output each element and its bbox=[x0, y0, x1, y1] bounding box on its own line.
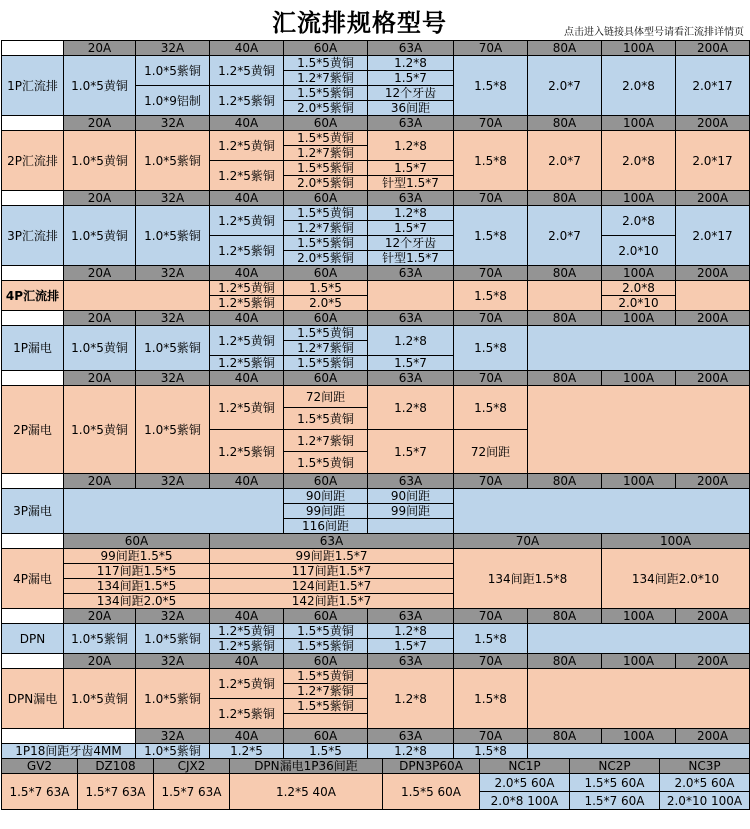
spec-cell[interactable]: 1.2*5黄铜 bbox=[210, 206, 284, 236]
model-header: GV2 bbox=[2, 759, 78, 774]
spec-cell[interactable]: 2.0*17 bbox=[676, 56, 750, 116]
amp-header: 70A bbox=[454, 371, 528, 386]
spec-cell[interactable]: 134间距2.0*5 bbox=[64, 594, 210, 609]
amp-header: 63A bbox=[210, 534, 454, 549]
spec-cell[interactable]: 2.0*10 bbox=[602, 296, 676, 311]
spec-cell[interactable]: 1.2*8 bbox=[368, 56, 454, 71]
spec-cell[interactable]: 2.0*5 60A bbox=[480, 774, 570, 792]
amp-header: 20A bbox=[64, 41, 136, 56]
table-row bbox=[2, 489, 750, 504]
amp-header: 63A bbox=[368, 474, 454, 489]
table-row bbox=[2, 669, 750, 684]
amp-header: 40A bbox=[210, 654, 284, 669]
header-spacer bbox=[2, 654, 64, 669]
spec-cell[interactable]: 1.2*8 bbox=[368, 744, 454, 759]
spec-cell[interactable]: 90间距 bbox=[368, 489, 454, 504]
spec-cell[interactable]: 1.5*7 bbox=[368, 356, 454, 371]
amp-header: 63A bbox=[368, 41, 454, 56]
spec-cell[interactable]: 1.2*7紫铜 bbox=[284, 146, 368, 161]
model-header: DZ108 bbox=[78, 759, 154, 774]
spec-cell[interactable]: 1.0*9铝制 bbox=[136, 86, 210, 116]
amp-header: 20A bbox=[64, 609, 136, 624]
amp-header: 20A bbox=[64, 474, 136, 489]
spec-cell[interactable]: 1.0*5紫铜 bbox=[64, 624, 136, 654]
row-label-dpn-leakage[interactable]: DPN漏电 bbox=[2, 669, 64, 729]
amp-header: 200A bbox=[676, 609, 750, 624]
amp-header: 100A bbox=[602, 654, 676, 669]
amp-header: 100A bbox=[602, 729, 676, 744]
amp-header: 80A bbox=[528, 41, 602, 56]
empty-cell bbox=[64, 489, 284, 534]
amp-header: 100A bbox=[602, 474, 676, 489]
model-header-row bbox=[2, 759, 750, 774]
spec-cell[interactable]: 99间距 bbox=[284, 504, 368, 519]
spec-cell[interactable]: 2.0*7 bbox=[528, 56, 602, 116]
spec-cell[interactable]: 1.2*7紫铜 bbox=[284, 684, 368, 699]
spec-cell[interactable]: 1.5*7 63A bbox=[78, 774, 154, 810]
spec-cell[interactable]: 1.5*5黄铜 bbox=[284, 206, 368, 221]
amp-header: 63A bbox=[368, 729, 454, 744]
spec-cell[interactable]: 针型1.5*7 bbox=[368, 176, 454, 191]
amp-header: 100A bbox=[602, 41, 676, 56]
spec-cell[interactable]: 1.2*8 bbox=[368, 624, 454, 639]
model-header: NC2P bbox=[570, 759, 660, 774]
amp-header: 100A bbox=[602, 534, 750, 549]
empty-cell bbox=[64, 281, 210, 311]
spec-cell[interactable]: 134间距1.5*5 bbox=[64, 579, 210, 594]
amp-header: 60A bbox=[284, 609, 368, 624]
table-row bbox=[2, 774, 750, 792]
amp-header: 70A bbox=[454, 729, 528, 744]
spec-cell[interactable]: 1.5*8 bbox=[454, 281, 528, 311]
amp-header: 32A bbox=[136, 371, 210, 386]
amp-header-row bbox=[2, 371, 750, 386]
empty-cell bbox=[528, 669, 750, 729]
spec-cell[interactable]: 2.0*8 bbox=[602, 281, 676, 296]
spec-cell[interactable]: 1.5*5紫铜 bbox=[284, 356, 368, 371]
spec-cell[interactable]: 2.0*17 bbox=[676, 206, 750, 266]
amp-header: 32A bbox=[136, 474, 210, 489]
amp-header: 70A bbox=[454, 116, 528, 131]
spec-cell[interactable]: 1.5*5黄铜 bbox=[284, 408, 368, 430]
spec-cell[interactable]: 2.0*10 100A bbox=[660, 792, 750, 810]
spec-cell[interactable]: 1.0*5紫铜 bbox=[136, 624, 210, 654]
spec-cell[interactable]: 1.2*5紫铜 bbox=[210, 161, 284, 191]
spec-cell[interactable]: 1.5*7 bbox=[368, 71, 454, 86]
spec-cell[interactable]: 1.0*5紫铜 bbox=[136, 56, 210, 86]
amp-header: 32A bbox=[136, 266, 210, 281]
amp-header: 40A bbox=[210, 729, 284, 744]
amp-header: 80A bbox=[528, 654, 602, 669]
spec-cell[interactable]: 1.0*5紫铜 bbox=[136, 326, 210, 371]
spec-cell[interactable]: 1.2*5紫铜 bbox=[210, 356, 284, 371]
row-label-dpn[interactable]: DPN bbox=[2, 624, 64, 654]
spec-cell[interactable]: 99间距1.5*7 bbox=[210, 549, 454, 564]
spec-cell[interactable]: 2.0*8 bbox=[602, 131, 676, 191]
model-header: NC3P bbox=[660, 759, 750, 774]
amp-header: 200A bbox=[676, 116, 750, 131]
amp-header: 40A bbox=[210, 609, 284, 624]
spec-cell[interactable]: 1.5*5紫铜 bbox=[284, 161, 368, 176]
amp-header: 20A bbox=[64, 311, 136, 326]
spec-cell[interactable]: 1.5*8 bbox=[454, 624, 528, 654]
spec-cell[interactable]: 1.2*8 bbox=[368, 206, 454, 221]
amp-header: 70A bbox=[454, 474, 528, 489]
amp-header: 70A bbox=[454, 654, 528, 669]
amp-header: 60A bbox=[284, 474, 368, 489]
spec-cell[interactable]: 99间距 bbox=[368, 504, 454, 519]
spec-cell[interactable]: 1.2*8 bbox=[368, 326, 454, 356]
spec-cell[interactable]: 1.2*5紫铜 bbox=[210, 699, 284, 729]
amp-header: 200A bbox=[676, 41, 750, 56]
spec-cell[interactable]: 1.2*5紫铜 bbox=[210, 430, 284, 474]
spec-cell[interactable]: 134间距1.5*8 bbox=[454, 549, 602, 609]
amp-header: 80A bbox=[528, 266, 602, 281]
amp-header-row bbox=[2, 41, 750, 56]
amp-header: 40A bbox=[210, 474, 284, 489]
amp-header: 40A bbox=[210, 311, 284, 326]
spec-cell[interactable]: 1.0*5紫铜 bbox=[136, 386, 210, 474]
spec-cell[interactable]: 2.0*8 100A bbox=[480, 792, 570, 810]
amp-header-row bbox=[2, 474, 750, 489]
amp-header: 100A bbox=[602, 266, 676, 281]
amp-header: 20A bbox=[64, 266, 136, 281]
spec-cell[interactable]: 1.2*7紫铜 bbox=[284, 341, 368, 356]
spec-cell[interactable]: 针型1.5*7 bbox=[368, 251, 454, 266]
amp-header: 60A bbox=[284, 266, 368, 281]
row-label-1p18-teeth[interactable]: 1P18间距牙齿4MM bbox=[2, 744, 136, 759]
row-label-3p-leakage[interactable]: 3P漏电 bbox=[2, 489, 64, 534]
row-label-4p-leakage[interactable]: 4P漏电 bbox=[2, 549, 64, 609]
spec-cell[interactable]: 1.5*7 bbox=[368, 221, 454, 236]
amp-header: 32A bbox=[136, 311, 210, 326]
table-row bbox=[2, 386, 750, 408]
amp-header: 40A bbox=[210, 266, 284, 281]
spec-cell[interactable]: 1.5*7 60A bbox=[570, 792, 660, 810]
amp-header: 63A bbox=[368, 266, 454, 281]
spec-cell[interactable]: 1.2*5 bbox=[210, 744, 284, 759]
spec-cell[interactable]: 2.0*5紫铜 bbox=[284, 101, 368, 116]
amp-header: 100A bbox=[602, 371, 676, 386]
spec-cell[interactable]: 1.2*5紫铜 bbox=[210, 639, 284, 654]
header-spacer bbox=[2, 116, 64, 131]
spec-cell[interactable]: 1.5*8 bbox=[454, 206, 528, 266]
spec-cell[interactable]: 1.2*5黄铜 bbox=[210, 386, 284, 430]
empty-cell bbox=[676, 281, 750, 311]
amp-header: 63A bbox=[368, 116, 454, 131]
amp-header: 60A bbox=[284, 311, 368, 326]
spec-cell[interactable]: 1.2*5紫铜 bbox=[210, 86, 284, 116]
title-bar bbox=[0, 0, 750, 40]
spec-cell[interactable]: 1.0*5黄铜 bbox=[64, 669, 136, 729]
spec-cell[interactable]: 90间距 bbox=[284, 489, 368, 504]
amp-header: 40A bbox=[210, 41, 284, 56]
amp-header: 70A bbox=[454, 41, 528, 56]
amp-header: 200A bbox=[676, 654, 750, 669]
spec-cell[interactable]: 1.5*5黄铜 bbox=[284, 326, 368, 341]
amp-header: 70A bbox=[454, 311, 528, 326]
spec-cell[interactable]: 1.0*5紫铜 bbox=[136, 206, 210, 266]
amp-header: 63A bbox=[368, 371, 454, 386]
header-spacer bbox=[2, 371, 64, 386]
spec-cell[interactable]: 1.2*5紫铜 bbox=[210, 236, 284, 266]
amp-header: 80A bbox=[528, 474, 602, 489]
spec-cell[interactable]: 117间距1.5*7 bbox=[210, 564, 454, 579]
empty-cell bbox=[528, 281, 602, 311]
spec-cell[interactable]: 1.5*8 bbox=[454, 131, 528, 191]
spec-cell[interactable]: 2.0*8 bbox=[602, 206, 676, 236]
table-row bbox=[2, 56, 750, 71]
empty-cell bbox=[368, 519, 454, 534]
page-title: 汇流排规格型号 bbox=[272, 9, 447, 37]
spec-cell[interactable]: 1.5*8 bbox=[454, 386, 528, 430]
spec-cell[interactable]: 134间距2.0*10 bbox=[602, 549, 750, 609]
spec-cell[interactable]: 1.2*8 bbox=[368, 669, 454, 729]
spec-cell[interactable]: 1.2*5黄铜 bbox=[210, 669, 284, 699]
header-spacer bbox=[2, 534, 64, 549]
empty-cell bbox=[528, 624, 750, 654]
amp-header-row bbox=[2, 609, 750, 624]
spec-cell[interactable]: 1.5*5紫铜 bbox=[284, 86, 368, 101]
empty-cell bbox=[528, 386, 750, 474]
spec-cell[interactable]: 1.0*5紫铜 bbox=[136, 669, 210, 729]
amp-header: 63A bbox=[368, 654, 454, 669]
spec-cell[interactable]: 2.0*5紫铜 bbox=[284, 176, 368, 191]
spec-cell[interactable]: 1.0*5黄铜 bbox=[64, 56, 136, 116]
amp-header: 70A bbox=[454, 191, 528, 206]
amp-header: 200A bbox=[676, 266, 750, 281]
model-header: DPN3P60A bbox=[383, 759, 480, 774]
empty-cell bbox=[454, 489, 750, 534]
row-label-1p-leakage[interactable]: 1P漏电 bbox=[2, 326, 64, 371]
detail-link[interactable]: 点击进入链接具体型号请看汇流排详情页 bbox=[564, 27, 744, 38]
amp-header: 20A bbox=[64, 116, 136, 131]
row-label-3p-busbar[interactable]: 3P汇流排 bbox=[2, 206, 64, 266]
amp-header: 80A bbox=[528, 191, 602, 206]
amp-header: 80A bbox=[528, 311, 602, 326]
amp-header: 100A bbox=[602, 609, 676, 624]
header-spacer bbox=[2, 41, 64, 56]
header-spacer bbox=[2, 474, 64, 489]
amp-header-row bbox=[2, 311, 750, 326]
amp-header: 200A bbox=[676, 729, 750, 744]
amp-header: 63A bbox=[368, 191, 454, 206]
amp-header: 60A bbox=[64, 534, 210, 549]
spec-cell[interactable]: 1.5*7 bbox=[368, 639, 454, 654]
amp-header-row bbox=[2, 116, 750, 131]
amp-header: 70A bbox=[454, 266, 528, 281]
amp-header: 40A bbox=[210, 371, 284, 386]
spec-cell[interactable]: 1.5*5黄铜 bbox=[284, 452, 368, 474]
spec-cell[interactable]: 1.2*7紫铜 bbox=[284, 71, 368, 86]
table-row bbox=[2, 624, 750, 639]
amp-header: 80A bbox=[528, 371, 602, 386]
amp-header: 32A bbox=[136, 191, 210, 206]
amp-header: 100A bbox=[602, 116, 676, 131]
spec-cell[interactable]: 1.2*7紫铜 bbox=[284, 221, 368, 236]
amp-header: 32A bbox=[136, 729, 210, 744]
spec-cell[interactable]: 1.5*5黄铜 bbox=[284, 669, 368, 684]
amp-header: 20A bbox=[64, 191, 136, 206]
empty-cell bbox=[528, 326, 750, 371]
amp-header: 32A bbox=[136, 654, 210, 669]
spec-cell[interactable]: 1.5*5黄铜 bbox=[284, 624, 368, 639]
header-spacer bbox=[2, 266, 64, 281]
amp-header: 60A bbox=[284, 729, 368, 744]
table-row bbox=[2, 206, 750, 221]
table-row bbox=[2, 326, 750, 341]
spec-cell[interactable]: 142间距1.5*7 bbox=[210, 594, 454, 609]
amp-header: 60A bbox=[284, 116, 368, 131]
spec-cell[interactable]: 1.2*7紫铜 bbox=[284, 430, 368, 452]
spec-cell[interactable]: 1.2*5紫铜 bbox=[210, 296, 284, 311]
amp-header: 60A bbox=[284, 654, 368, 669]
spec-cell[interactable]: 1.0*5紫铜 bbox=[136, 131, 210, 191]
spec-cell[interactable]: 1.5*7 bbox=[368, 161, 454, 176]
amp-header: 200A bbox=[676, 191, 750, 206]
amp-header: 200A bbox=[676, 474, 750, 489]
accessory-table bbox=[1, 758, 750, 810]
amp-header: 63A bbox=[368, 609, 454, 624]
amp-header: 32A bbox=[136, 116, 210, 131]
spec-cell[interactable]: 1.5*5紫铜 bbox=[284, 699, 368, 714]
amp-header: 80A bbox=[528, 116, 602, 131]
table-row bbox=[2, 744, 750, 759]
amp-header-row bbox=[2, 729, 750, 744]
spec-cell[interactable]: 12个牙齿 bbox=[368, 236, 454, 251]
spec-cell[interactable]: 1.5*5 60A bbox=[383, 774, 480, 810]
spec-cell[interactable]: 1.0*5黄铜 bbox=[64, 386, 136, 474]
header-spacer bbox=[2, 191, 64, 206]
spec-cell[interactable]: 1.5*5黄铜 bbox=[284, 131, 368, 146]
spec-cell[interactable]: 117间距1.5*5 bbox=[64, 564, 210, 579]
spec-cell[interactable]: 1.5*5紫铜 bbox=[284, 236, 368, 251]
empty-cell bbox=[368, 281, 454, 311]
busbar-spec-table bbox=[1, 40, 750, 759]
amp-header-row bbox=[2, 266, 750, 281]
amp-header: 20A bbox=[64, 371, 136, 386]
spec-cell[interactable]: 1.0*5黄铜 bbox=[64, 326, 136, 371]
spec-cell[interactable]: 99间距1.5*5 bbox=[64, 549, 210, 564]
spec-cell[interactable]: 1.2*8 bbox=[368, 131, 454, 161]
spec-cell[interactable]: 2.0*5 60A bbox=[660, 774, 750, 792]
row-label-4p-busbar[interactable]: 4P汇流排 bbox=[2, 281, 64, 311]
table-row bbox=[2, 281, 750, 296]
amp-header: 80A bbox=[528, 729, 602, 744]
row-label-1p-busbar[interactable]: 1P汇流排 bbox=[2, 56, 64, 116]
spec-cell[interactable]: 1.2*8 bbox=[368, 386, 454, 430]
amp-header-row bbox=[2, 534, 750, 549]
spec-cell[interactable]: 1.5*5紫铜 bbox=[284, 639, 368, 654]
amp-header: 80A bbox=[528, 609, 602, 624]
amp-header: 60A bbox=[284, 191, 368, 206]
spec-cell[interactable]: 2.0*5紫铜 bbox=[284, 251, 368, 266]
spec-cell[interactable]: 1.5*8 bbox=[454, 56, 528, 116]
model-header: DPN漏电1P36间距 bbox=[230, 759, 383, 774]
amp-header: 63A bbox=[368, 311, 454, 326]
amp-header: 32A bbox=[136, 609, 210, 624]
amp-header: 60A bbox=[284, 371, 368, 386]
spec-cell[interactable]: 1.5*8 bbox=[454, 744, 528, 759]
model-header: CJX2 bbox=[154, 759, 230, 774]
amp-header: 100A bbox=[602, 191, 676, 206]
spec-cell[interactable]: 1.2*5黄铜 bbox=[210, 624, 284, 639]
spec-cell[interactable]: 1.5*5 bbox=[284, 281, 368, 296]
amp-header: 70A bbox=[454, 534, 602, 549]
spec-cell[interactable]: 2.0*7 bbox=[528, 206, 602, 266]
row-label-2p-leakage[interactable]: 2P漏电 bbox=[2, 386, 64, 474]
empty-cell bbox=[284, 714, 368, 729]
amp-header: 200A bbox=[676, 311, 750, 326]
amp-header: 60A bbox=[284, 41, 368, 56]
spec-cell[interactable]: 1.5*5 60A bbox=[570, 774, 660, 792]
amp-header: 70A bbox=[454, 609, 528, 624]
table-row bbox=[2, 549, 750, 564]
spec-cell[interactable]: 1.5*5黄铜 bbox=[284, 56, 368, 71]
spec-cell[interactable]: 1.5*8 bbox=[454, 326, 528, 371]
amp-header: 20A bbox=[64, 654, 136, 669]
empty-cell bbox=[528, 744, 750, 759]
amp-header: 40A bbox=[210, 116, 284, 131]
spec-cell[interactable]: 2.0*7 bbox=[528, 131, 602, 191]
spec-cell[interactable]: 72间距 bbox=[454, 430, 528, 474]
spec-cell[interactable]: 1.2*5黄铜 bbox=[210, 281, 284, 296]
spec-cell[interactable]: 1.0*5黄铜 bbox=[64, 131, 136, 191]
model-header: NC1P bbox=[480, 759, 570, 774]
spec-cell[interactable]: 36间距 bbox=[368, 101, 454, 116]
header-spacer bbox=[2, 609, 64, 624]
spec-cell[interactable]: 1.2*5黄铜 bbox=[210, 56, 284, 86]
amp-header: 200A bbox=[676, 371, 750, 386]
amp-header: 32A bbox=[136, 41, 210, 56]
amp-header: 40A bbox=[210, 191, 284, 206]
spec-cell[interactable]: 1.5*5 bbox=[284, 744, 368, 759]
spec-cell[interactable]: 1.2*5 40A bbox=[230, 774, 383, 810]
spec-cell[interactable]: 1.5*7 63A bbox=[154, 774, 230, 810]
spec-cell[interactable]: 1.5*7 bbox=[368, 430, 454, 474]
table-row bbox=[2, 131, 750, 146]
header-spacer bbox=[2, 311, 64, 326]
spec-cell[interactable]: 2.0*8 bbox=[602, 56, 676, 116]
spec-cell[interactable]: 1.2*5黄铜 bbox=[210, 326, 284, 356]
amp-header-row bbox=[2, 654, 750, 669]
spec-cell[interactable]: 1.5*7 63A bbox=[2, 774, 78, 810]
amp-header-row bbox=[2, 191, 750, 206]
spec-cell[interactable]: 1.0*5紫铜 bbox=[136, 744, 210, 759]
row-label-2p-busbar[interactable]: 2P汇流排 bbox=[2, 131, 64, 191]
spec-cell[interactable]: 72间距 bbox=[284, 386, 368, 408]
amp-header: 100A bbox=[602, 311, 676, 326]
spec-cell[interactable]: 1.5*8 bbox=[454, 669, 528, 729]
spec-cell[interactable]: 12个牙齿 bbox=[368, 86, 454, 101]
spec-cell[interactable]: 2.0*17 bbox=[676, 131, 750, 191]
spec-cell[interactable]: 2.0*5 bbox=[284, 296, 368, 311]
spec-cell[interactable]: 124间距1.5*7 bbox=[210, 579, 454, 594]
header-spacer bbox=[2, 729, 136, 744]
spec-cell[interactable]: 2.0*10 bbox=[602, 236, 676, 266]
spec-cell[interactable]: 116间距 bbox=[284, 519, 368, 534]
spec-cell[interactable]: 1.0*5黄铜 bbox=[64, 206, 136, 266]
spec-cell[interactable]: 1.2*5黄铜 bbox=[210, 131, 284, 161]
